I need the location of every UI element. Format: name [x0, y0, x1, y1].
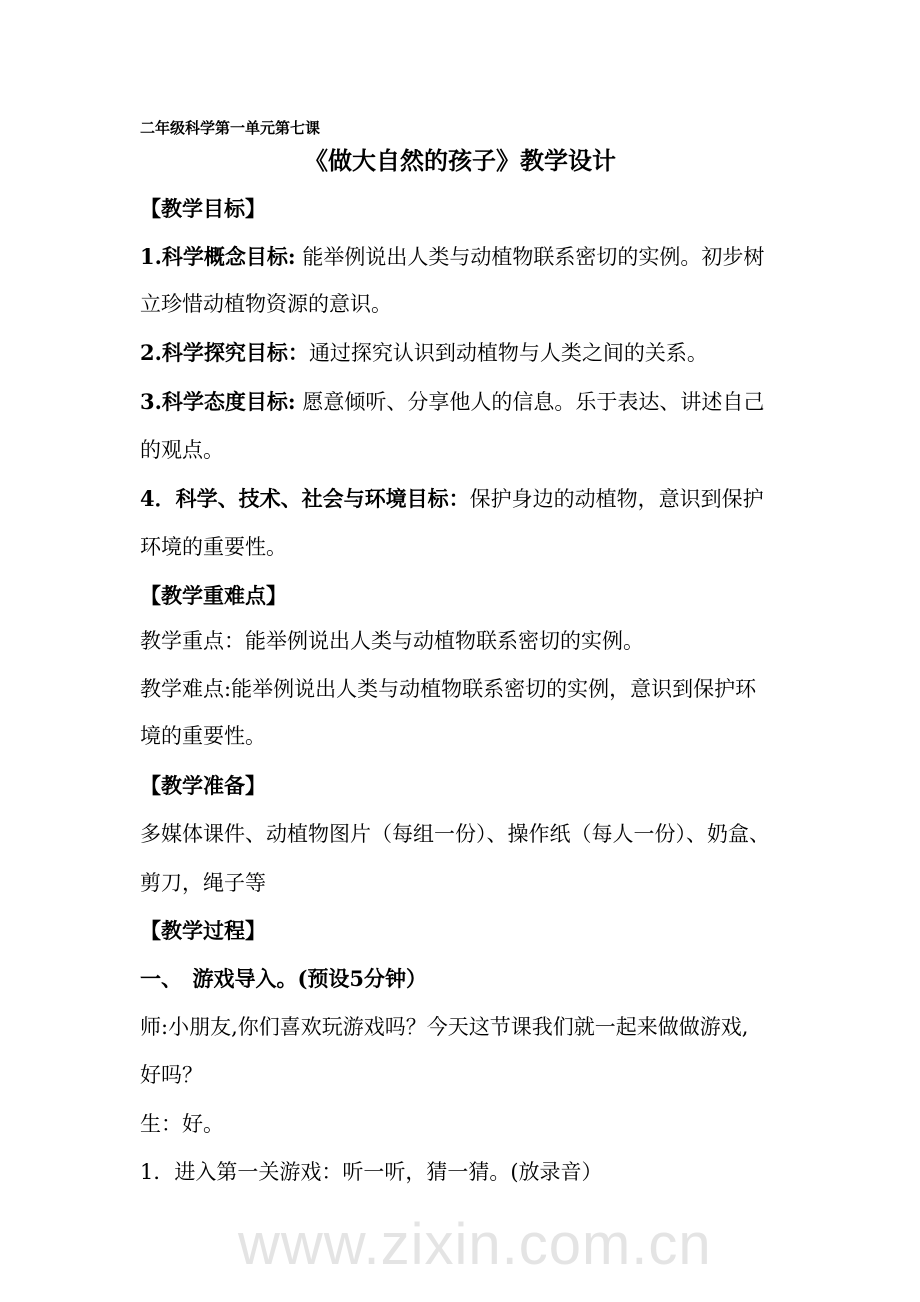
- preparation-text: 多媒体课件、动植物图片（每组一份）、操作纸（每人一份）、奶盒、: [140, 822, 770, 846]
- key-points-heading: 【教学重难点】: [140, 583, 287, 608]
- key-focus: 教学重点：能举例说出人类与动植物联系密切的实例。: [140, 629, 644, 653]
- objective-label: 1.科学概念目标:: [140, 244, 296, 269]
- preparation-text-cont: 剪刀，绳子等: [140, 871, 266, 895]
- objectives-heading: 【教学目标】: [140, 196, 266, 221]
- objective-1: [140, 244, 764, 270]
- objective-text: 通过探究认识到动植物与人类之间的关系。: [308, 341, 708, 365]
- step-1-title: 一、 游戏导入。(预设5分钟）: [140, 966, 428, 991]
- objective-text: 保护身边的动植物，意识到保护: [469, 487, 764, 511]
- objective-label: 3.科学态度目标:: [140, 389, 296, 414]
- objective-3-cont: 的观点。: [140, 438, 224, 462]
- watermark: www.zixin.com.cn: [238, 1212, 712, 1277]
- objective-label: 4．科学、技术、社会与环境目标：: [140, 486, 470, 511]
- key-difficulty-cont: 境的重要性。: [140, 724, 266, 748]
- objective-text: 愿意倾听、分享他人的信息。乐于表达、讲述自己: [302, 390, 765, 414]
- objective-1-cont: 立珍惜动植物资源的意识。: [140, 292, 392, 316]
- objective-4: [140, 486, 764, 512]
- key-difficulty: 教学难点:能举例说出人类与动植物联系密切的实例，意识到保护环: [140, 677, 757, 701]
- teacher-line: 师:小朋友,你们喜欢玩游戏吗？今天这节课我们就一起来做做游戏,: [140, 1015, 749, 1039]
- process-heading: 【教学过程】: [140, 918, 266, 943]
- objective-label: 2.科学探究目标：: [140, 340, 309, 365]
- objective-4-cont: 环境的重要性。: [140, 535, 287, 559]
- game-1: 1．进入第一关游戏：听一听，猜一猜。(放录音）: [140, 1160, 603, 1184]
- objective-3: [140, 389, 764, 415]
- teacher-line-cont: 好吗？: [140, 1063, 203, 1087]
- page-title: 《做大自然的孩子》教学设计: [304, 146, 616, 175]
- objective-2: [140, 340, 708, 366]
- preparation-heading: 【教学准备】: [140, 773, 266, 798]
- student-line: 生：好。: [140, 1112, 224, 1136]
- objective-text: 能举例说出人类与动植物联系密切的实例。初步树: [302, 245, 765, 269]
- course-label: 二年级科学第一单元第七课: [140, 119, 321, 137]
